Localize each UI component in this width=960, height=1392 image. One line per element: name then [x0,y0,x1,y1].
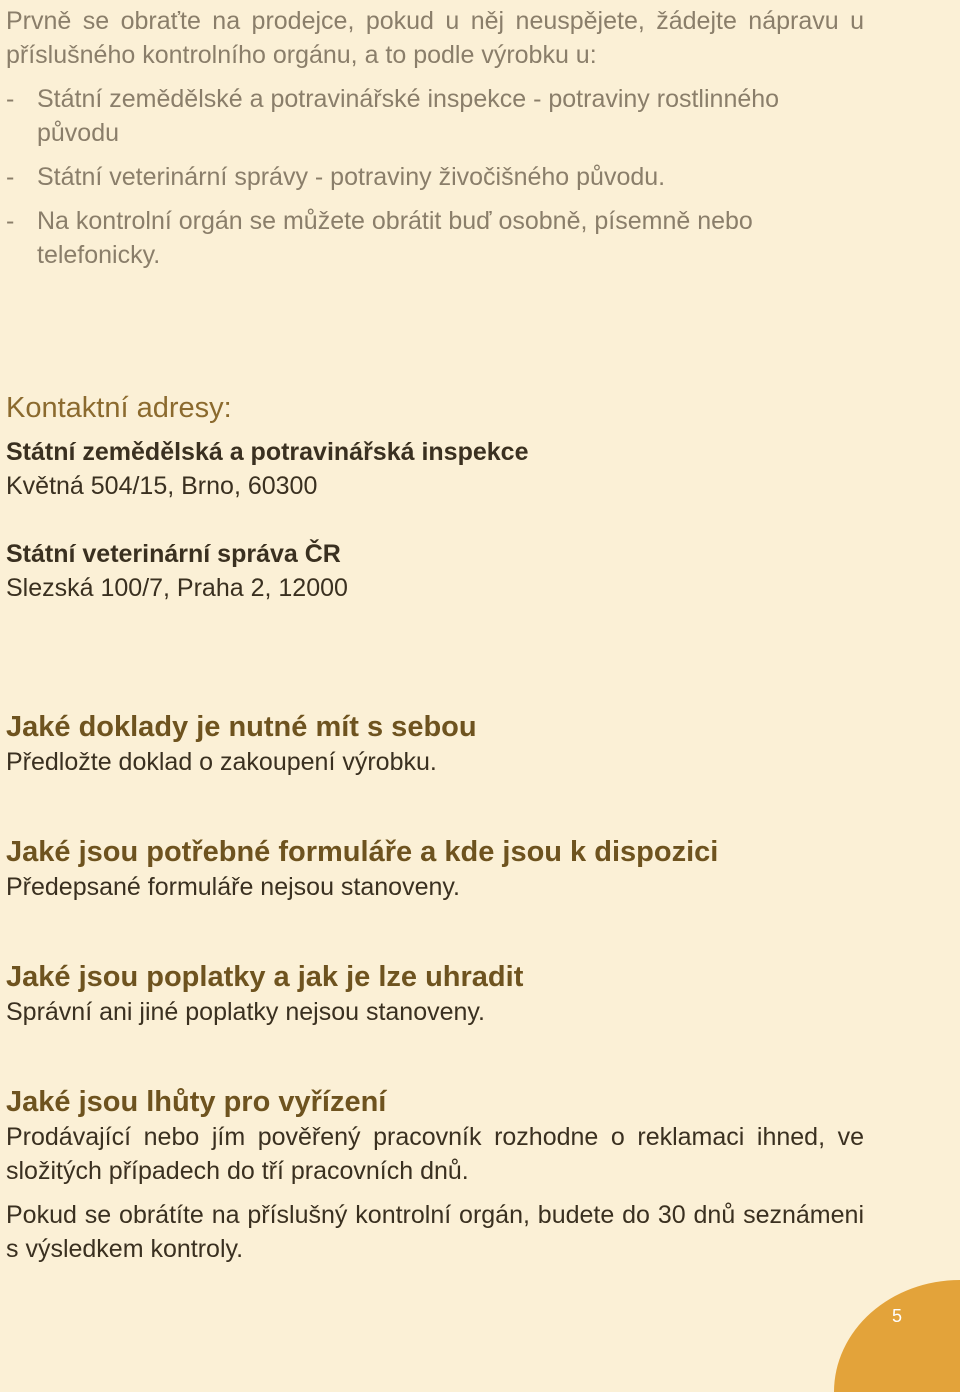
page-number: 5 [892,1306,903,1326]
section-documents [6,709,864,779]
section-title: Jaké doklady je nutné mít s sebou [6,711,477,743]
page-corner-decoration [834,1280,960,1392]
list-item: - Státní zemědělské a potravinářské inspekce - potraviny rostlinného původu [6,82,864,150]
intro-paragraph: Prvně se obraťte na prodejce, pokud u něj neuspějete, žádejte nápravu u příslušného kontrolního orgánu, a to podle výrobku u: [6,7,864,69]
contacts-heading: Kontaktní adresy: [6,392,232,424]
section-title: Jaké jsou potřebné formuláře a kde jsou k dispozici [6,836,719,868]
org-name: Státní veterinární správa ČR [6,540,341,568]
section-body: Předložte doklad o zakoupení výrobku. [6,748,437,776]
list-item: - Na kontrolní orgán se můžete obrátit buď osobně, písemně nebo telefonicky. [6,204,864,272]
section-title: Jaké jsou lhůty pro vyřízení [6,1086,387,1118]
contact-block [6,435,864,503]
org-name: Státní zemědělská a potravinářská inspekce [6,438,529,466]
org-address: Slezská 100/7, Praha 2, 12000 [6,574,348,602]
section-body: Prodávající nebo jím pověřený pracovník rozhodne o reklamaci ihned, ve složitých případech do tří pracovních dnů. [6,1123,864,1185]
page-content [6,0,864,1266]
section-body: Předepsané formuláře nejsou stanoveny. [6,873,460,901]
authority-list [6,82,864,272]
list-item: - Státní veterinární správy - potraviny živočišného původu. [6,160,864,194]
org-address: Květná 504/15, Brno, 60300 [6,472,318,500]
section-body: Pokud se obrátíte na příslušný kontrolní orgán, budete do 30 dnů seznámeni s výsledkem kontroly. [6,1201,864,1263]
section-fees [6,959,864,1029]
section-deadlines [6,1084,864,1266]
contact-block [6,537,864,605]
section-body: Správní ani jiné poplatky nejsou stanoveny. [6,998,486,1026]
section-forms [6,834,864,904]
section-title: Jaké jsou poplatky a jak je lze uhradit [6,961,524,993]
